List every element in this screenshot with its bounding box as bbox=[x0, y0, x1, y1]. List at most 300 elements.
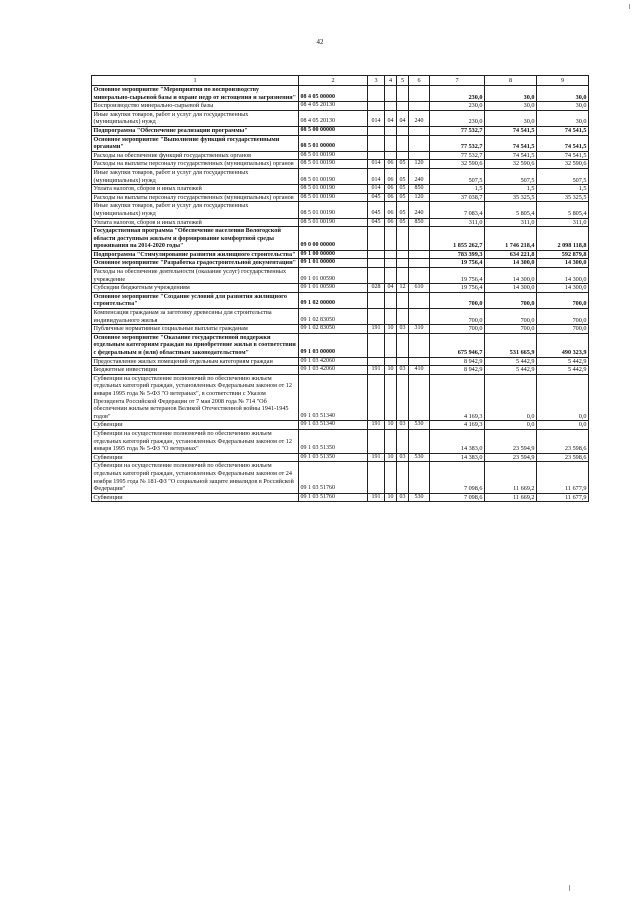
amount-2019-cell: 74 541,5 bbox=[485, 151, 537, 160]
row-name-cell: Уплата налогов, сборов и иных платежей bbox=[92, 185, 299, 194]
row-name-cell: Основное мероприятие "Оказание государственной поддержки отдельным категориям граждан на приобретение жилья в соответствии с федеральным и (или) областным законодательством" bbox=[92, 333, 299, 357]
amount-2020-cell: 74 541,5 bbox=[537, 126, 589, 135]
amount-2020-cell: 14 300,0 bbox=[537, 284, 589, 293]
row-name-cell: Предоставление жилых помещений отдельным категориям граждан bbox=[92, 357, 299, 366]
amount-2018-cell: 507,5 bbox=[430, 168, 485, 184]
expense-type-cell bbox=[409, 126, 430, 135]
row-name-cell: Субвенции bbox=[92, 453, 299, 462]
subsection-code-cell bbox=[397, 374, 409, 421]
expense-type-cell bbox=[409, 462, 430, 493]
subsection-code-cell bbox=[397, 462, 409, 493]
section-code-cell bbox=[385, 227, 397, 251]
target-code-cell: 09 1 00 00000 bbox=[299, 250, 368, 259]
subsection-code-cell bbox=[397, 151, 409, 160]
amount-2020-cell: 507,5 bbox=[537, 168, 589, 184]
ministry-code-cell: 191 bbox=[368, 453, 385, 462]
amount-2020-cell: 1,5 bbox=[537, 185, 589, 194]
subsection-code-cell bbox=[397, 102, 409, 111]
subsection-code-cell: 03 bbox=[397, 453, 409, 462]
table-row bbox=[92, 325, 589, 334]
amount-2018-cell: 7 098,6 bbox=[430, 493, 485, 502]
target-code-cell: 09 1 03 51340 bbox=[299, 421, 368, 430]
ministry-code-cell: 014 bbox=[368, 168, 385, 184]
row-name-cell: Публичные нормативные социальные выплаты гражданам bbox=[92, 325, 299, 334]
row-name-cell: Субвенции на осуществление полномочий по обеспечению жильем отдельных категорий граждан, установленных Федеральным законом от 12 января 1995 года № 5-ФЗ "О ветеранах" bbox=[92, 429, 299, 453]
amount-2019-cell: 14 300,0 bbox=[485, 268, 537, 284]
row-name-cell: Субвенции на осуществление полномочий по обеспечению жильем отдельных категорий граждан, установленных Федеральным законом от 24 ноября 1995 года № 181-ФЗ "О социальной защите инвалидов в Российской Федерации" bbox=[92, 462, 299, 493]
ministry-code-cell bbox=[368, 429, 385, 453]
section-code-cell bbox=[385, 250, 397, 259]
section-code-cell bbox=[385, 292, 397, 308]
expense-type-cell bbox=[409, 135, 430, 151]
row-name-cell: Основное мероприятие "Создание условий для развития жилищного строительства" bbox=[92, 292, 299, 308]
ministry-code-cell: 191 bbox=[368, 366, 385, 375]
ministry-code-cell bbox=[368, 126, 385, 135]
amount-2019-cell: 0,0 bbox=[485, 421, 537, 430]
target-code-cell: 09 1 03 00000 bbox=[299, 333, 368, 357]
subsection-code-cell: 05 bbox=[397, 160, 409, 169]
subsection-code-cell: 03 bbox=[397, 366, 409, 375]
expense-type-cell bbox=[409, 268, 430, 284]
section-code-cell bbox=[385, 126, 397, 135]
amount-2020-cell: 11 677,9 bbox=[537, 493, 589, 502]
ministry-code-cell bbox=[368, 374, 385, 421]
ministry-code-cell bbox=[368, 259, 385, 268]
amount-2018-cell: 700,0 bbox=[430, 325, 485, 334]
budget-table bbox=[91, 75, 589, 502]
amount-2020-cell: 14 300,0 bbox=[537, 268, 589, 284]
target-code-cell: 08 4 05 20130 bbox=[299, 110, 368, 126]
amount-2019-cell: 30,0 bbox=[485, 110, 537, 126]
amount-2018-cell: 37 038,7 bbox=[430, 193, 485, 202]
amount-2019-cell: 311,0 bbox=[485, 218, 537, 227]
section-code-cell: 10 bbox=[385, 453, 397, 462]
header-cell: 4 bbox=[385, 76, 397, 86]
page-number: 42 bbox=[316, 38, 324, 46]
expense-type-cell bbox=[409, 333, 430, 357]
table-row bbox=[92, 185, 589, 194]
amount-2019-cell: 700,0 bbox=[485, 309, 537, 325]
subsection-code-cell: 05 bbox=[397, 202, 409, 218]
amount-2020-cell: 0,0 bbox=[537, 374, 589, 421]
amount-2018-cell: 700,0 bbox=[430, 292, 485, 308]
amount-2020-cell: 23 598,6 bbox=[537, 453, 589, 462]
row-name-cell: Субвенции bbox=[92, 493, 299, 502]
ministry-code-cell bbox=[368, 268, 385, 284]
target-code-cell: 08 5 01 00000 bbox=[299, 135, 368, 151]
table-row bbox=[92, 102, 589, 111]
amount-2018-cell: 7 098,6 bbox=[430, 462, 485, 493]
table-row bbox=[92, 168, 589, 184]
row-name-cell: Субсидии бюджетным учреждениям bbox=[92, 284, 299, 293]
subsection-code-cell bbox=[397, 357, 409, 366]
subsection-code-cell bbox=[397, 259, 409, 268]
expense-type-cell: 240 bbox=[409, 110, 430, 126]
expense-type-cell bbox=[409, 292, 430, 308]
amount-2018-cell: 8 942,9 bbox=[430, 357, 485, 366]
target-code-cell: 08 5 01 00190 bbox=[299, 218, 368, 227]
amount-2019-cell: 30,0 bbox=[485, 102, 537, 111]
amount-2019-cell: 5 442,9 bbox=[485, 366, 537, 375]
amount-2020-cell: 23 598,6 bbox=[537, 429, 589, 453]
amount-2018-cell: 19 756,4 bbox=[430, 284, 485, 293]
amount-2020-cell: 74 541,5 bbox=[537, 151, 589, 160]
table-row bbox=[92, 292, 589, 308]
subsection-code-cell: 03 bbox=[397, 421, 409, 430]
subsection-code-cell: 12 bbox=[397, 284, 409, 293]
row-name-cell: Расходы на обеспечение деятельности (оказание услуг) государственных учреждение bbox=[92, 268, 299, 284]
row-name-cell: Подпрограмма "Обеспечение реализации программы" bbox=[92, 126, 299, 135]
table-row bbox=[92, 126, 589, 135]
amount-2019-cell: 0,0 bbox=[485, 374, 537, 421]
section-code-cell: 04 bbox=[385, 110, 397, 126]
amount-2018-cell: 230,0 bbox=[430, 110, 485, 126]
amount-2020-cell: 74 541,5 bbox=[537, 135, 589, 151]
amount-2019-cell: 5 442,9 bbox=[485, 357, 537, 366]
amount-2018-cell: 77 532,7 bbox=[430, 135, 485, 151]
ministry-code-cell bbox=[368, 357, 385, 366]
section-code-cell: 10 bbox=[385, 421, 397, 430]
header-cell: 8 bbox=[485, 76, 537, 86]
row-name-cell: Расходы на обеспечение функций государственных органов bbox=[92, 151, 299, 160]
expense-type-cell: 850 bbox=[409, 185, 430, 194]
amount-2019-cell: 30,0 bbox=[485, 86, 537, 102]
section-code-cell bbox=[385, 86, 397, 102]
row-name-cell: Бюджетные инвестиции bbox=[92, 366, 299, 375]
expense-type-cell: 240 bbox=[409, 168, 430, 184]
scan-edge-mark bbox=[569, 885, 570, 891]
ministry-code-cell: 045 bbox=[368, 202, 385, 218]
amount-2018-cell: 1 855 262,7 bbox=[430, 227, 485, 251]
amount-2020-cell: 30,0 bbox=[537, 110, 589, 126]
amount-2020-cell: 700,0 bbox=[537, 325, 589, 334]
amount-2020-cell: 700,0 bbox=[537, 292, 589, 308]
row-name-cell: Основное мероприятие "Разработка градостроительной документации" bbox=[92, 259, 299, 268]
ministry-code-cell bbox=[368, 135, 385, 151]
section-code-cell bbox=[385, 462, 397, 493]
ministry-code-cell: 014 bbox=[368, 160, 385, 169]
row-name-cell: Иные закупки товаров, работ и услуг для государственных (муниципальных) нужд bbox=[92, 110, 299, 126]
header-cell: 2 bbox=[299, 76, 368, 86]
section-code-cell bbox=[385, 151, 397, 160]
section-code-cell bbox=[385, 333, 397, 357]
amount-2020-cell: 2 098 118,8 bbox=[537, 227, 589, 251]
amount-2020-cell: 700,0 bbox=[537, 309, 589, 325]
amount-2020-cell: 5 805,4 bbox=[537, 202, 589, 218]
amount-2020-cell: 30,0 bbox=[537, 102, 589, 111]
amount-2019-cell: 74 541,5 bbox=[485, 135, 537, 151]
amount-2019-cell: 11 669,2 bbox=[485, 493, 537, 502]
amount-2020-cell: 592 879,8 bbox=[537, 250, 589, 259]
section-code-cell bbox=[385, 374, 397, 421]
amount-2018-cell: 77 532,7 bbox=[430, 126, 485, 135]
section-code-cell bbox=[385, 259, 397, 268]
subsection-code-cell bbox=[397, 333, 409, 357]
table-row bbox=[92, 259, 589, 268]
ministry-code-cell: 191 bbox=[368, 421, 385, 430]
expense-type-cell: 240 bbox=[409, 202, 430, 218]
ministry-code-cell bbox=[368, 292, 385, 308]
target-code-cell: 09 1 02 00000 bbox=[299, 292, 368, 308]
target-code-cell: 08 4 05 20130 bbox=[299, 102, 368, 111]
expense-type-cell bbox=[409, 429, 430, 453]
amount-2019-cell: 14 300,0 bbox=[485, 284, 537, 293]
section-code-cell: 06 bbox=[385, 160, 397, 169]
target-code-cell: 09 1 03 51760 bbox=[299, 462, 368, 493]
subsection-code-cell bbox=[397, 135, 409, 151]
target-code-cell: 09 1 01 00590 bbox=[299, 284, 368, 293]
amount-2019-cell: 11 669,2 bbox=[485, 462, 537, 493]
target-code-cell: 09 1 03 42060 bbox=[299, 357, 368, 366]
target-code-cell: 09 1 01 00590 bbox=[299, 268, 368, 284]
amount-2018-cell: 4 169,3 bbox=[430, 421, 485, 430]
row-name-cell: Расходы на выплаты персоналу государственных (муниципальных) органов bbox=[92, 160, 299, 169]
row-name-cell: Воспроизводство минерально-сырьевой базы bbox=[92, 102, 299, 111]
table-row bbox=[92, 160, 589, 169]
ministry-code-cell bbox=[368, 462, 385, 493]
amount-2019-cell: 23 594,9 bbox=[485, 429, 537, 453]
target-code-cell: 08 5 01 00190 bbox=[299, 160, 368, 169]
subsection-code-cell bbox=[397, 429, 409, 453]
amount-2018-cell: 230,0 bbox=[430, 102, 485, 111]
ministry-code-cell bbox=[368, 151, 385, 160]
section-code-cell: 10 bbox=[385, 325, 397, 334]
section-code-cell bbox=[385, 357, 397, 366]
ministry-code-cell: 014 bbox=[368, 185, 385, 194]
subsection-code-cell bbox=[397, 227, 409, 251]
expense-type-cell: 530 bbox=[409, 453, 430, 462]
header-cell: 9 bbox=[537, 76, 589, 86]
section-code-cell: 06 bbox=[385, 168, 397, 184]
expense-type-cell: 530 bbox=[409, 493, 430, 502]
expense-type-cell bbox=[409, 374, 430, 421]
expense-type-cell: 410 bbox=[409, 366, 430, 375]
row-name-cell: Основное мероприятие "Выполнение функций государственными органами" bbox=[92, 135, 299, 151]
table-row bbox=[92, 110, 589, 126]
amount-2018-cell: 14 383,0 bbox=[430, 429, 485, 453]
target-code-cell: 09 1 03 51350 bbox=[299, 453, 368, 462]
amount-2018-cell: 8 942,9 bbox=[430, 366, 485, 375]
section-code-cell: 06 bbox=[385, 185, 397, 194]
ministry-code-cell: 045 bbox=[368, 193, 385, 202]
amount-2018-cell: 783 399,3 bbox=[430, 250, 485, 259]
row-name-cell: Расходы на выплаты персоналу государственных (муниципальных) органов bbox=[92, 193, 299, 202]
amount-2018-cell: 700,0 bbox=[430, 309, 485, 325]
target-code-cell: 09 1 03 51340 bbox=[299, 374, 368, 421]
amount-2018-cell: 19 756,4 bbox=[430, 259, 485, 268]
expense-type-cell: 610 bbox=[409, 284, 430, 293]
amount-2019-cell: 1,5 bbox=[485, 185, 537, 194]
expense-type-cell bbox=[409, 357, 430, 366]
table-row bbox=[92, 202, 589, 218]
section-code-cell: 06 bbox=[385, 193, 397, 202]
amount-2020-cell: 32 590,6 bbox=[537, 160, 589, 169]
table-row bbox=[92, 333, 589, 357]
target-code-cell: 08 5 01 00190 bbox=[299, 202, 368, 218]
amount-2019-cell: 507,5 bbox=[485, 168, 537, 184]
table-row bbox=[92, 151, 589, 160]
table-row bbox=[92, 250, 589, 259]
amount-2019-cell: 14 300,0 bbox=[485, 259, 537, 268]
amount-2020-cell: 490 323,9 bbox=[537, 333, 589, 357]
amount-2019-cell: 23 594,9 bbox=[485, 453, 537, 462]
table-row bbox=[92, 462, 589, 493]
section-code-cell bbox=[385, 268, 397, 284]
table-row bbox=[92, 309, 589, 325]
section-code-cell: 04 bbox=[385, 284, 397, 293]
target-code-cell: 08 5 01 00190 bbox=[299, 193, 368, 202]
row-name-cell: Субвенции bbox=[92, 421, 299, 430]
target-code-cell: 09 1 03 51760 bbox=[299, 493, 368, 502]
subsection-code-cell: 03 bbox=[397, 325, 409, 334]
table-row bbox=[92, 421, 589, 430]
expense-type-cell bbox=[409, 151, 430, 160]
amount-2020-cell: 5 442,9 bbox=[537, 366, 589, 375]
target-code-cell: 09 1 03 51350 bbox=[299, 429, 368, 453]
expense-type-cell bbox=[409, 102, 430, 111]
table-row bbox=[92, 135, 589, 151]
amount-2018-cell: 1,5 bbox=[430, 185, 485, 194]
expense-type-cell: 120 bbox=[409, 193, 430, 202]
amount-2019-cell: 531 665,9 bbox=[485, 333, 537, 357]
table-row bbox=[92, 366, 589, 375]
amount-2019-cell: 700,0 bbox=[485, 325, 537, 334]
subsection-code-cell bbox=[397, 268, 409, 284]
row-name-cell: Субвенции на осуществление полномочий по обеспечению жильем отдельных категорий граждан, установленных Федеральным законом от 12 января 1995 года № 5-ФЗ "О ветеранах", в соответствии с Указом Президента Российской Федерации от 7 мая 2008 года № 714 "Об обеспечении жильем ветеранов Великой Отечественной войны 1941-1945 годов" bbox=[92, 374, 299, 421]
amount-2018-cell: 77 532,7 bbox=[430, 151, 485, 160]
table-row bbox=[92, 284, 589, 293]
section-code-cell bbox=[385, 135, 397, 151]
expense-type-cell bbox=[409, 250, 430, 259]
amount-2018-cell: 4 169,3 bbox=[430, 374, 485, 421]
expense-type-cell bbox=[409, 309, 430, 325]
subsection-code-cell bbox=[397, 292, 409, 308]
section-code-cell: 10 bbox=[385, 493, 397, 502]
subsection-code-cell: 05 bbox=[397, 168, 409, 184]
amount-2020-cell: 311,0 bbox=[537, 218, 589, 227]
amount-2018-cell: 14 383,0 bbox=[430, 453, 485, 462]
section-code-cell bbox=[385, 429, 397, 453]
table-row bbox=[92, 86, 589, 102]
subsection-code-cell bbox=[397, 126, 409, 135]
row-name-cell: Основное мероприятие "Мероприятия по воспроизводству минерально-сырьевой базы и охране недр от истощения и загрязнения" bbox=[92, 86, 299, 102]
header-cell: 1 bbox=[92, 76, 299, 86]
table-header-row bbox=[92, 76, 589, 86]
table-row bbox=[92, 227, 589, 251]
expense-type-cell bbox=[409, 227, 430, 251]
amount-2020-cell: 11 677,9 bbox=[537, 462, 589, 493]
header-cell: 3 bbox=[368, 76, 385, 86]
ministry-code-cell bbox=[368, 86, 385, 102]
section-code-cell: 06 bbox=[385, 218, 397, 227]
ministry-code-cell bbox=[368, 250, 385, 259]
target-code-cell: 09 1 02 83050 bbox=[299, 325, 368, 334]
header-cell: 7 bbox=[430, 76, 485, 86]
ministry-code-cell bbox=[368, 309, 385, 325]
section-code-cell bbox=[385, 102, 397, 111]
table-row bbox=[92, 193, 589, 202]
table-row bbox=[92, 374, 589, 421]
subsection-code-cell bbox=[397, 86, 409, 102]
amount-2019-cell: 700,0 bbox=[485, 292, 537, 308]
table-row bbox=[92, 453, 589, 462]
target-code-cell: 09 1 01 00000 bbox=[299, 259, 368, 268]
section-code-cell: 06 bbox=[385, 202, 397, 218]
expense-type-cell bbox=[409, 259, 430, 268]
row-name-cell: Компенсация гражданам за заготовку древесины для строительства индивидуального жилья bbox=[92, 309, 299, 325]
section-code-cell bbox=[385, 309, 397, 325]
ministry-code-cell bbox=[368, 333, 385, 357]
table-row bbox=[92, 493, 589, 502]
amount-2019-cell: 634 221,8 bbox=[485, 250, 537, 259]
subsection-code-cell: 05 bbox=[397, 193, 409, 202]
ministry-code-cell bbox=[368, 102, 385, 111]
table-row bbox=[92, 268, 589, 284]
amount-2020-cell: 14 300,0 bbox=[537, 259, 589, 268]
amount-2018-cell: 32 590,6 bbox=[430, 160, 485, 169]
amount-2018-cell: 19 756,4 bbox=[430, 268, 485, 284]
ministry-code-cell: 014 bbox=[368, 110, 385, 126]
target-code-cell: 08 5 01 00190 bbox=[299, 185, 368, 194]
amount-2018-cell: 311,0 bbox=[430, 218, 485, 227]
subsection-code-cell bbox=[397, 250, 409, 259]
subsection-code-cell bbox=[397, 309, 409, 325]
row-name-cell: Иные закупки товаров, работ и услуг для государственных (муниципальных) нужд bbox=[92, 202, 299, 218]
target-code-cell: 08 4 05 00000 bbox=[299, 86, 368, 102]
ministry-code-cell: 191 bbox=[368, 493, 385, 502]
amount-2020-cell: 5 442,9 bbox=[537, 357, 589, 366]
amount-2019-cell: 1 746 218,4 bbox=[485, 227, 537, 251]
row-name-cell: Государственная программа "Обеспечение населения Вологодской области доступным жильем и формирование комфортной среды проживания на 2014-2020 годы" bbox=[92, 227, 299, 251]
row-name-cell: Уплата налогов, сборов и иных платежей bbox=[92, 218, 299, 227]
scan-edge-mark bbox=[629, 4, 630, 9]
amount-2019-cell: 32 590,6 bbox=[485, 160, 537, 169]
subsection-code-cell: 05 bbox=[397, 218, 409, 227]
row-name-cell: Подпрограмма "Стимулирование развития жилищного строительства" bbox=[92, 250, 299, 259]
amount-2020-cell: 0,0 bbox=[537, 421, 589, 430]
subsection-code-cell: 03 bbox=[397, 493, 409, 502]
target-code-cell: 08 5 01 00190 bbox=[299, 151, 368, 160]
section-code-cell: 10 bbox=[385, 366, 397, 375]
subsection-code-cell: 05 bbox=[397, 185, 409, 194]
expense-type-cell: 310 bbox=[409, 325, 430, 334]
ministry-code-cell bbox=[368, 227, 385, 251]
table-row bbox=[92, 357, 589, 366]
header-cell: 6 bbox=[409, 76, 430, 86]
target-code-cell: 09 1 03 42060 bbox=[299, 366, 368, 375]
amount-2019-cell: 35 325,5 bbox=[485, 193, 537, 202]
ministry-code-cell: 028 bbox=[368, 284, 385, 293]
ministry-code-cell: 191 bbox=[368, 325, 385, 334]
target-code-cell: 09 1 02 83050 bbox=[299, 309, 368, 325]
subsection-code-cell: 04 bbox=[397, 110, 409, 126]
target-code-cell: 09 0 00 00000 bbox=[299, 227, 368, 251]
header-cell: 5 bbox=[397, 76, 409, 86]
table-row bbox=[92, 429, 589, 453]
expense-type-cell: 120 bbox=[409, 160, 430, 169]
expense-type-cell: 850 bbox=[409, 218, 430, 227]
amount-2018-cell: 675 946,7 bbox=[430, 333, 485, 357]
amount-2019-cell: 74 541,5 bbox=[485, 126, 537, 135]
amount-2018-cell: 230,0 bbox=[430, 86, 485, 102]
expense-type-cell bbox=[409, 86, 430, 102]
amount-2020-cell: 35 325,5 bbox=[537, 193, 589, 202]
expense-type-cell: 530 bbox=[409, 421, 430, 430]
ministry-code-cell: 045 bbox=[368, 218, 385, 227]
target-code-cell: 08 5 01 00190 bbox=[299, 168, 368, 184]
amount-2018-cell: 7 083,4 bbox=[430, 202, 485, 218]
table-row bbox=[92, 218, 589, 227]
